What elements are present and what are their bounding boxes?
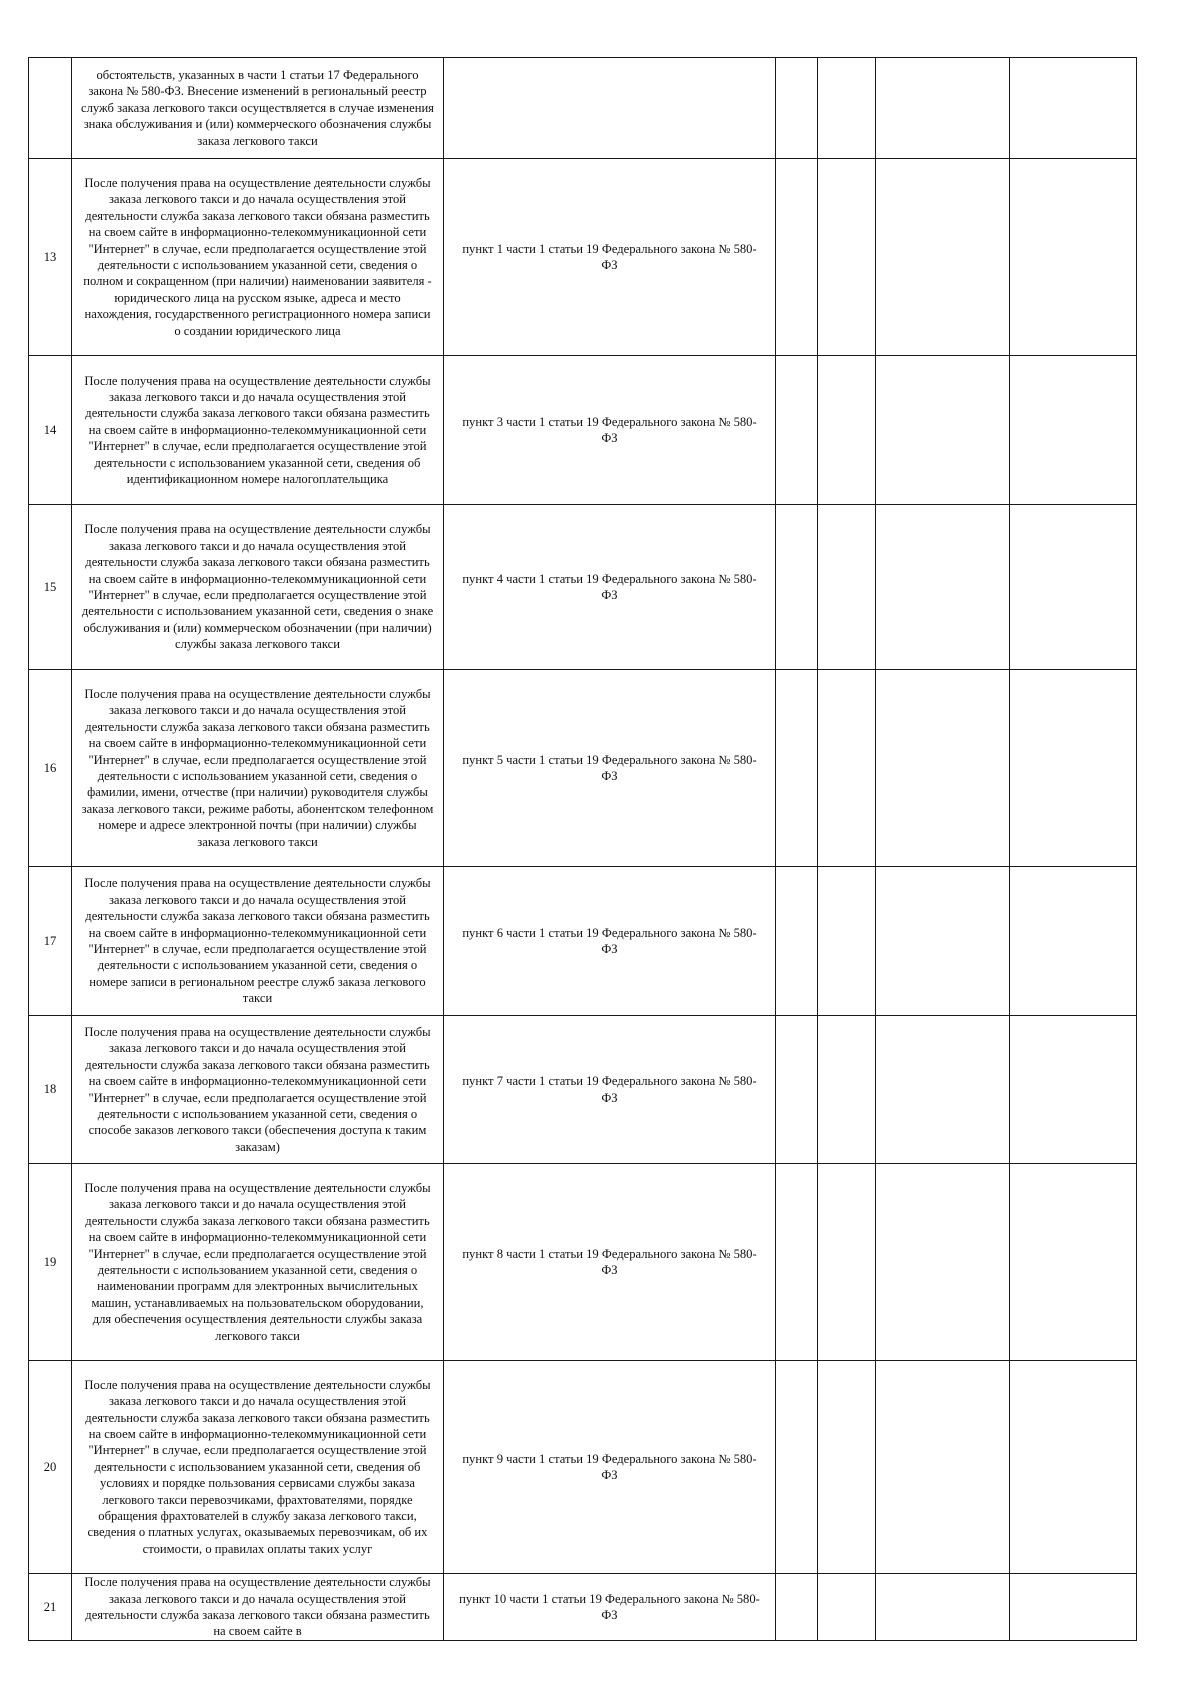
requirement-cell: После получения права на осуществление деятельности службы заказа легкового такси и до начала осуществления этой деятельности служба заказа легкового такси обязана разместить на своем сайте в информационно-телекоммуникационной сети "Интернет" в случае, если предполагается осуществление этой деятельности с использованием указанной сети, сведения о способе заказов легкового такси (обеспечения доступа к таким заказам) [72,1016,444,1164]
table-row-17 [29,867,1137,1016]
row-number-cell: 17 [29,867,72,1016]
empty-cell-no [818,867,876,1016]
table-row-18 [29,1016,1137,1164]
row-number-cell: 19 [29,1164,72,1361]
empty-cell-not-applicable [876,867,1010,1016]
table-row-continuation [29,58,1137,159]
legal-reference-cell [444,58,776,159]
empty-cell-yes [776,505,818,670]
legal-reference-cell: пункт 1 части 1 статьи 19 Федерального закона № 580-ФЗ [444,159,776,356]
row-number-cell: 14 [29,356,72,505]
legal-reference-cell: пункт 9 части 1 статьи 19 Федерального закона № 580-ФЗ [444,1361,776,1574]
empty-cell-not-applicable [876,1016,1010,1164]
empty-cell-no [818,1164,876,1361]
requirement-cell: После получения права на осуществление деятельности службы заказа легкового такси и до начала осуществления этой деятельности служба заказа легкового такси обязана разместить на своем сайте в информационно-телекоммуникационной сети "Интернет" в случае, если предполагается осуществление этой деятельности с использованием указанной сети, сведения об условиях и порядке пользования сервисами службы заказа легкового такси перевозчиками, фрахтователями, порядке обращения фрахтователей в службу заказа легкового такси, сведения о платных услугах, оказываемых перевозчикам, об их стоимости, о правилах оплаты таких услуг [72,1361,444,1574]
row-number-cell: 13 [29,159,72,356]
table-row-19 [29,1164,1137,1361]
empty-cell-yes [776,356,818,505]
requirement-cell: После получения права на осуществление деятельности службы заказа легкового такси и до начала осуществления этой деятельности служба заказа легкового такси обязана разместить на своем сайте в информационно-телекоммуникационной сети "Интернет" в случае, если предполагается осуществление этой деятельности с использованием указанной сети, сведения о полном и сокращенном (при наличии) наименовании заявителя - юридического лица на русском языке, адреса и место нахождения, государственного регистрационного номера записи о создании юридического лица [72,159,444,356]
row-number-cell: 21 [29,1574,72,1641]
legal-reference-cell: пункт 4 части 1 статьи 19 Федерального закона № 580-ФЗ [444,505,776,670]
legal-reference-cell: пункт 10 части 1 статьи 19 Федерального закона № 580-ФЗ [444,1574,776,1641]
empty-cell-not-applicable [876,670,1010,867]
empty-cell-yes [776,1574,818,1641]
empty-cell-no [818,1361,876,1574]
row-number-cell [29,58,72,159]
empty-cell-no [818,670,876,867]
empty-cell-note [1010,356,1137,505]
row-number-cell: 16 [29,670,72,867]
empty-cell-no [818,505,876,670]
empty-cell-note [1010,1361,1137,1574]
empty-cell-note [1010,505,1137,670]
empty-cell-no [818,1574,876,1641]
empty-cell-yes [776,670,818,867]
empty-cell-yes [776,1361,818,1574]
row-number-cell: 20 [29,1361,72,1574]
requirement-cell: После получения права на осуществление деятельности службы заказа легкового такси и до начала осуществления этой деятельности служба заказа легкового такси обязана разместить на своем сайте в информационно-телекоммуникационной сети "Интернет" в случае, если предполагается осуществление этой деятельности с использованием указанной сети, сведения о наименовании программ для электронных вычислительных машин, устанавливаемых на пользовательском оборудовании, для обеспечения осуществления деятельности службы заказа легкового такси [72,1164,444,1361]
legal-reference-cell: пункт 3 части 1 статьи 19 Федерального закона № 580-ФЗ [444,356,776,505]
requirement-cell: После получения права на осуществление деятельности службы заказа легкового такси и до начала осуществления этой деятельности служба заказа легкового такси обязана разместить на своем сайте в [72,1574,444,1641]
requirement-cell: После получения права на осуществление деятельности службы заказа легкового такси и до начала осуществления этой деятельности служба заказа легкового такси обязана разместить на своем сайте в информационно-телекоммуникационной сети "Интернет" в случае, если предполагается осуществление этой деятельности с использованием указанной сети, сведения о номере записи в региональном реестре служб заказа легкового такси [72,867,444,1016]
empty-cell-note [1010,1574,1137,1641]
empty-cell-note [1010,867,1137,1016]
legal-reference-cell: пункт 6 части 1 статьи 19 Федерального закона № 580-ФЗ [444,867,776,1016]
empty-cell-yes [776,1016,818,1164]
table-row-13 [29,159,1137,356]
empty-cell-yes [776,1164,818,1361]
legal-reference-cell: пункт 5 части 1 статьи 19 Федерального закона № 580-ФЗ [444,670,776,867]
empty-cell-note [1010,1016,1137,1164]
row-number-cell: 15 [29,505,72,670]
empty-cell-no [818,159,876,356]
empty-cell-not-applicable [876,505,1010,670]
empty-cell-not-applicable [876,58,1010,159]
empty-cell-note [1010,670,1137,867]
table-row-16 [29,670,1137,867]
empty-cell-note [1010,159,1137,356]
empty-cell-no [818,356,876,505]
empty-cell-no [818,58,876,159]
empty-cell-not-applicable [876,1361,1010,1574]
requirement-cell: После получения права на осуществление деятельности службы заказа легкового такси и до начала осуществления этой деятельности служба заказа легкового такси обязана разместить на своем сайте в информационно-телекоммуникационной сети "Интернет" в случае, если предполагается осуществление этой деятельности с использованием указанной сети, сведения о знаке обслуживания и (или) коммерческом обозначении (при наличии) службы заказа легкового такси [72,505,444,670]
row-number-cell: 18 [29,1016,72,1164]
legal-reference-cell: пункт 7 части 1 статьи 19 Федерального закона № 580-ФЗ [444,1016,776,1164]
empty-cell-note [1010,58,1137,159]
empty-cell-yes [776,58,818,159]
table-row-15 [29,505,1137,670]
requirements-table [28,57,1137,1641]
table-row-20 [29,1361,1137,1574]
requirement-cell: После получения права на осуществление деятельности службы заказа легкового такси и до начала осуществления этой деятельности служба заказа легкового такси обязана разместить на своем сайте в информационно-телекоммуникационной сети "Интернет" в случае, если предполагается осуществление этой деятельности с использованием указанной сети, сведения об идентификационном номере налогоплательщика [72,356,444,505]
table-row-14 [29,356,1137,505]
requirement-cell: обстоятельств, указанных в части 1 статьи 17 Федерального закона № 580-ФЗ. Внесение изменений в региональный реестр служб заказа легкового такси осуществляется в случае изменения знака обслуживания и (или) коммерческого обозначения службы заказа легкового такси [72,58,444,159]
table-row-21 [29,1574,1137,1641]
empty-cell-not-applicable [876,159,1010,356]
empty-cell-note [1010,1164,1137,1361]
empty-cell-not-applicable [876,1574,1010,1641]
empty-cell-no [818,1016,876,1164]
requirement-cell: После получения права на осуществление деятельности службы заказа легкового такси и до начала осуществления этой деятельности служба заказа легкового такси обязана разместить на своем сайте в информационно-телекоммуникационной сети "Интернет" в случае, если предполагается осуществление этой деятельности с использованием указанной сети, сведения о фамилии, имени, отчестве (при наличии) руководителя службы заказа легкового такси, режиме работы, абонентском телефонном номере и адресе электронной почты (при наличии) службы заказа легкового такси [72,670,444,867]
empty-cell-yes [776,867,818,1016]
empty-cell-not-applicable [876,356,1010,505]
legal-reference-cell: пункт 8 части 1 статьи 19 Федерального закона № 580-ФЗ [444,1164,776,1361]
empty-cell-yes [776,159,818,356]
empty-cell-not-applicable [876,1164,1010,1361]
